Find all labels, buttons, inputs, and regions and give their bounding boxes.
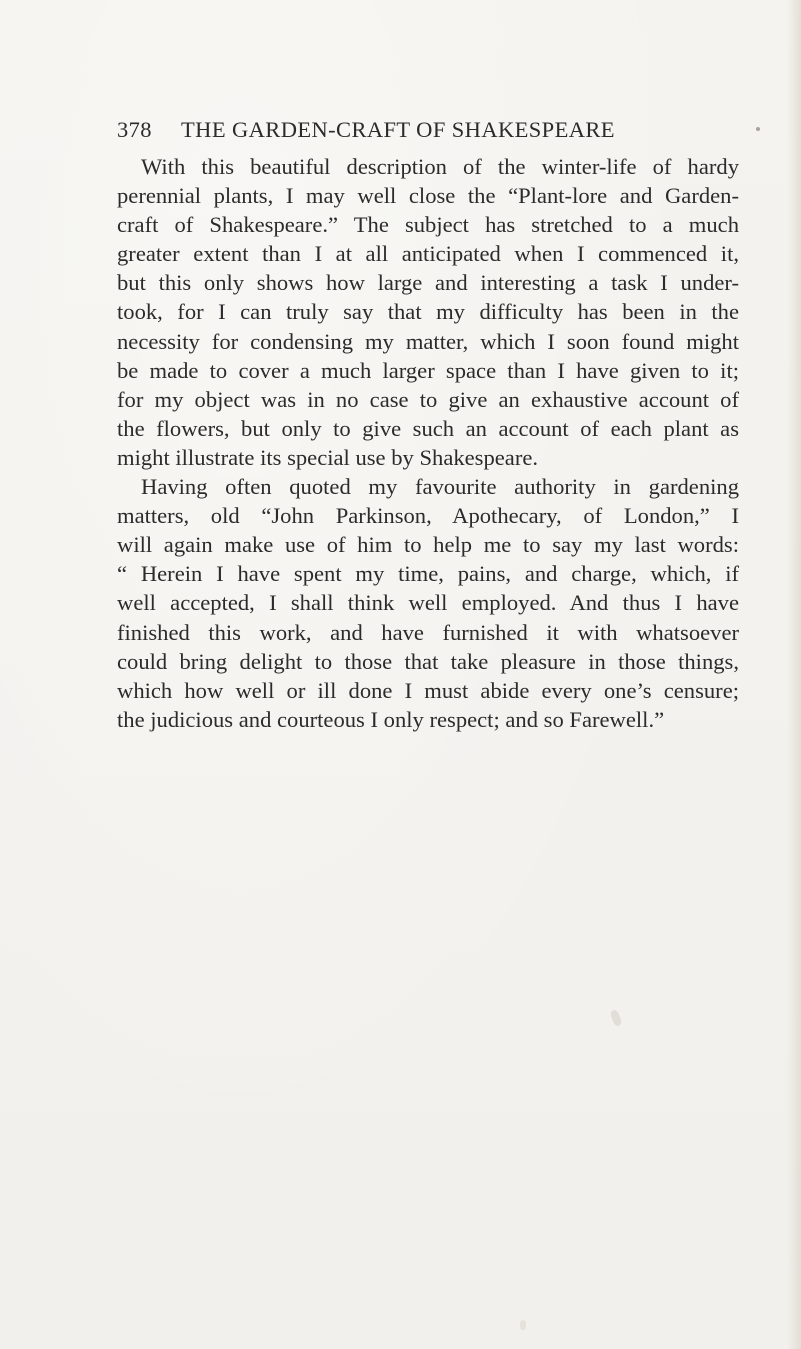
text-line: for my object was in no case to give an exhaustive account of	[117, 386, 739, 412]
text-line: which how well or ill done I must abide every one’s censure;	[117, 677, 739, 703]
body-text	[117, 152, 739, 734]
text-line: will again make use of him to help me to say my last words:	[117, 532, 739, 558]
paper-smudge	[610, 1009, 623, 1027]
text-line: perennial plants, I may well close the “Plant-lore and Garden-	[117, 183, 739, 209]
text-line: greater extent than I at all anticipated when I commenced it,	[117, 241, 739, 267]
text-line: “ Herein I have spent my time, pains, and charge, which, if	[117, 561, 739, 587]
text-line: Having often quoted my favourite authority in gardening	[141, 474, 739, 500]
text-line: the flowers, but only to give such an account of each plant as	[117, 415, 739, 441]
text-line: might illustrate its special use by Shakespeare.	[117, 444, 539, 470]
text-line: necessity for condensing my matter, which I soon found might	[117, 328, 739, 354]
text-line: took, for I can truly say that my difficulty has been in the	[117, 299, 739, 325]
text-line: be made to cover a much larger space than I have given to it;	[117, 357, 739, 383]
text-line: craft of Shakespeare.” The subject has stretched to a much	[117, 212, 739, 238]
text-line: but this only shows how large and interesting a task I under-	[117, 270, 739, 296]
paper-smudge	[520, 1320, 526, 1330]
text-line: well accepted, I shall think well employed. And thus I have	[117, 590, 739, 616]
text-line: could bring delight to those that take pleasure in those things,	[117, 648, 739, 674]
page-number: 378	[117, 117, 152, 142]
text-line: the judicious and courteous I only respect; and so Farewell.”	[117, 706, 665, 732]
text-line: With this beautiful description of the winter-life of hardy	[141, 154, 739, 179]
running-head-title: THE GARDEN-CRAFT OF SHAKESPEARE	[181, 117, 615, 142]
page-edge-shadow	[787, 0, 801, 1349]
text-line: matters, old “John Parkinson, Apothecary, of London,” I	[117, 503, 739, 529]
text-line: finished this work, and have furnished it with whatsoever	[117, 619, 739, 645]
running-head	[117, 117, 747, 147]
printer-dot-mark	[756, 127, 760, 131]
